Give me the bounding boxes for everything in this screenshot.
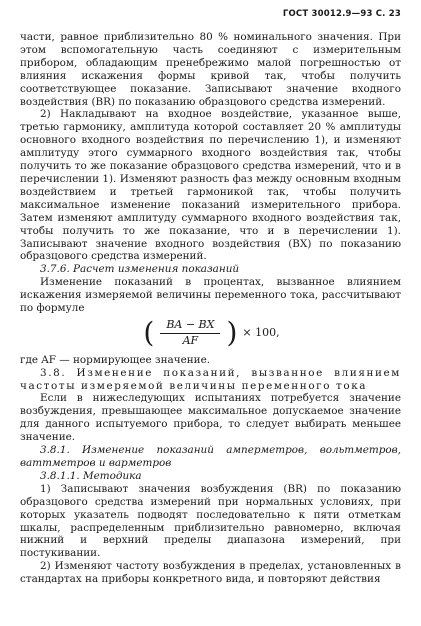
paragraph-continuation: части, равное приблизительно 80 % номинального значения. При этом вспомогательную часть соединяют с измерительным прибором, обладающим пренебрежимо малой погрешностью от влияния искажения формы кривой так, чтобы получить соответствующее показание. Записывают значение входного воздействия (BR) по показанию образцового средства измерений. [20, 31, 401, 108]
formula-numerator: BA − BX [160, 319, 220, 334]
paragraph-step-1-record: 1) Записывают значения возбуждения (BR) по показанию образцового средства измерений при нормальных условиях, при которых указатель подводят последовательно к пяти отметкам шкалы, распределенным приблизительно равномерно, включая нижний и верхний пределы диапазона измерений, при постукивании. [20, 482, 401, 560]
page-content [20, 31, 401, 586]
page-header: ГОСТ 30012.9—93 С. 23 [282, 9, 401, 19]
formula-denominator: AF [182, 333, 199, 347]
paragraph-step-2-frequency: 2) Изменяют частоту возбуждения в пределах, установленных в стандартах на приборы конкретного вида, и повторяют действия [20, 560, 401, 586]
paragraph-where: где AF — нормирующее значение. [20, 353, 211, 366]
section-3-8-1-1-heading: 3.8.1.1. Методика [40, 469, 142, 482]
paragraph-formula-intro: Изменение показаний в процентах, вызванное влиянием искажения измеряемой величины переменного тока, рассчитывают по формуле [20, 276, 401, 315]
section-3-8-heading: 3.8. Изменение показаний, вызванное влиянием частоты измеряемой величины переменного тока [20, 366, 401, 392]
paragraph-excitation-note: Если в нижеследующих испытаниях потребуется значение возбуждения, превышающее максимальное допускаемое значение для данного испытуемого прибора, то следует выбирать меньшее значение. [20, 392, 401, 444]
section-3-7-6-heading: 3.7.6. Расчет изменения показаний [40, 263, 240, 276]
paragraph-step-2: 2) Накладывают на входное воздействие, указанное выше, третью гармонику, амплитуда которой составляет 20 % амплитуды основного входного воздействия по перечислению 1), и изменяют амплитуду этого суммарного входного воздействия так, чтобы получить то же показание образцового средства измерений, что и в перечислении 1). Изменяют разность фаз между основным входным воздействием и третьей гармоникой так, чтобы получить максимальное изменение показаний измерительного прибора. Затем изменяют амплитуду суммарного входного воздействия так, чтобы получить то же показание, что и в перечислении 1). Записывают значение входного воздействия (BX) по показанию образцового средства измерений. [20, 108, 401, 263]
percent-change-formula: ( $\frac{BA - BX}{AF}$ ) × 100, [143, 316, 280, 350]
formula-multiplier: × 100, [242, 325, 280, 339]
section-3-8-1-heading: 3.8.1. Изменение показаний амперметров, вольтметров, ваттметров и варметров [20, 444, 401, 469]
formula-fraction [160, 319, 220, 348]
